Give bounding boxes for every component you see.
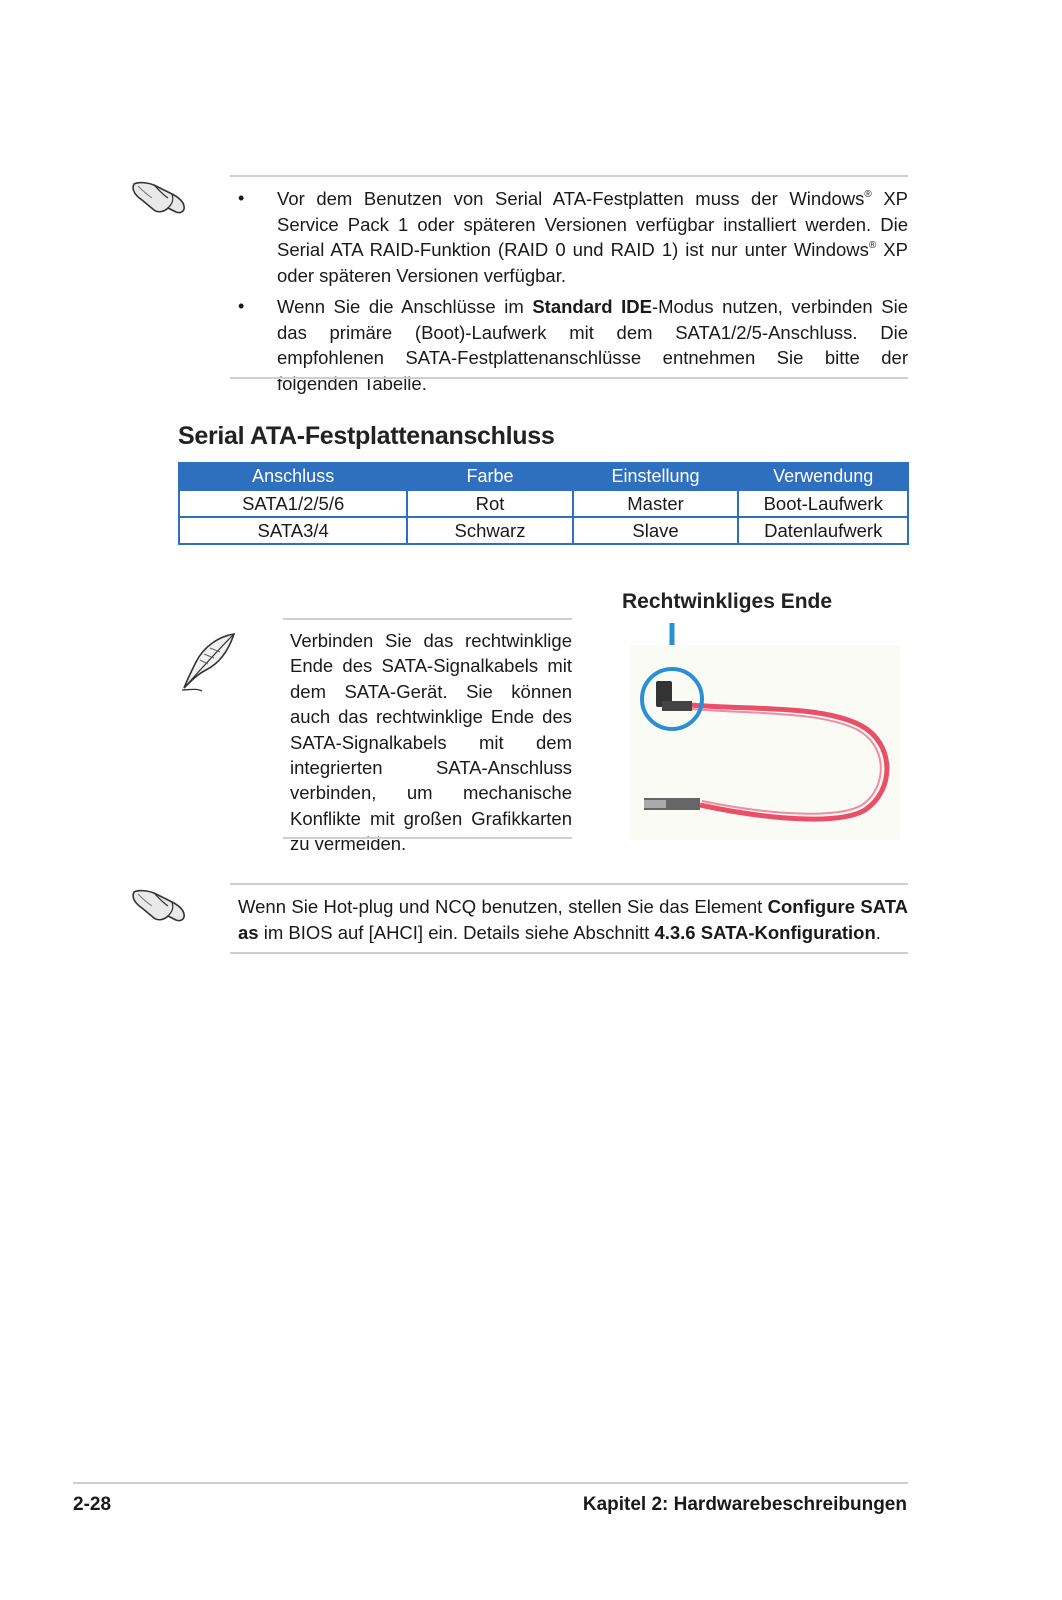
- hand-icon: [128, 176, 190, 220]
- bullet-dot: •: [238, 296, 245, 316]
- table-cell: Datenlaufwerk: [738, 517, 908, 544]
- table-cell: Master: [573, 490, 739, 517]
- footer-rule: [73, 1482, 908, 1484]
- note3-bold-term: Configure SATA as: [238, 896, 908, 943]
- table-cell: Boot-Laufwerk: [738, 490, 908, 517]
- note1-top-rule: [230, 175, 908, 177]
- table-cell: SATA3/4: [179, 517, 407, 544]
- sata-connector-table: [178, 462, 909, 545]
- note2-bottom-rule: [283, 837, 572, 839]
- note1-bullet-2: [238, 294, 908, 396]
- note3-bottom-rule: [230, 952, 908, 954]
- hand-icon: [128, 884, 190, 928]
- note3-text-part: .: [875, 921, 881, 943]
- note2-top-rule: [283, 618, 572, 620]
- table-cell: Rot: [407, 490, 572, 517]
- table-row: [179, 490, 908, 517]
- bullet-text: Wenn Sie die Anschlüsse im: [277, 296, 533, 317]
- page-number: 2-28: [73, 1494, 112, 1515]
- table-header: Einstellung: [573, 463, 739, 490]
- registered-mark: ®: [864, 189, 872, 200]
- sata-cable-image: [610, 615, 900, 840]
- bullet-text: XP oder späteren Versionen verfügbar.: [277, 239, 908, 286]
- note3-text-part: Wenn Sie Hot-plug und NCQ benutzen, stellen Sie das Element: [238, 896, 768, 917]
- bullet-dot: •: [238, 188, 245, 208]
- bullet-text: Vor dem Benutzen von Serial ATA-Festplatten muss der Windows: [277, 188, 865, 209]
- bullet-bold-term: Standard IDE: [532, 296, 652, 317]
- note3-bold-term: 4.3.6 SATA-Konfiguration: [654, 921, 876, 943]
- figure-title: Rechtwinkliges Ende: [622, 590, 833, 613]
- table-header: Verwendung: [738, 463, 908, 490]
- bullet-text: XP Service Pack 1 oder späteren Versionen verfügbar installiert werden. Die Serial ATA RAID-Funktion (RAID 0 und RAID 1) ist nur unter Windows: [277, 188, 908, 260]
- table-row: [179, 517, 908, 544]
- chapter-title: Kapitel 2: Hardwarebeschreibungen: [582, 1494, 907, 1515]
- note1-bullet-1: [238, 186, 908, 288]
- note1-bottom-rule: [230, 377, 908, 379]
- table-header: Anschluss: [179, 463, 407, 490]
- note3-text-part: im BIOS auf [AHCI] ein. Details siehe Abschnitt: [258, 921, 655, 943]
- registered-mark: ®: [868, 240, 877, 251]
- section-title: Serial ATA-Festplattenanschluss: [178, 422, 555, 450]
- note2-text: Verbinden Sie das rechtwinklige Ende des SATA-Signalkabels mit dem SATA-Gerät. Sie können auch das rechtwinklige Ende des SATA-Signalkabels mit dem integrierten SATA-Anschluss verbinden, um mechanische Konflikte mit großen Grafikkarten zu vermeiden.: [290, 630, 572, 855]
- table-cell: SATA1/2/5/6: [179, 490, 407, 517]
- table-cell: Slave: [573, 517, 739, 544]
- table-cell: Schwarz: [407, 517, 572, 544]
- table-header: Farbe: [407, 463, 572, 490]
- quill-pen-icon: [176, 630, 242, 694]
- note3-top-rule: [230, 883, 908, 885]
- bullet-text: -Modus nutzen, verbinden Sie das primäre (Boot)-Laufwerk mit dem SATA1/2/5-Anschluss. Die empfohlenen SATA-Festplattenanschlüsse entnehmen Sie bitte der folgenden Tabelle.: [277, 296, 908, 394]
- table-header-row: [179, 463, 908, 490]
- note3-text: [238, 894, 908, 945]
